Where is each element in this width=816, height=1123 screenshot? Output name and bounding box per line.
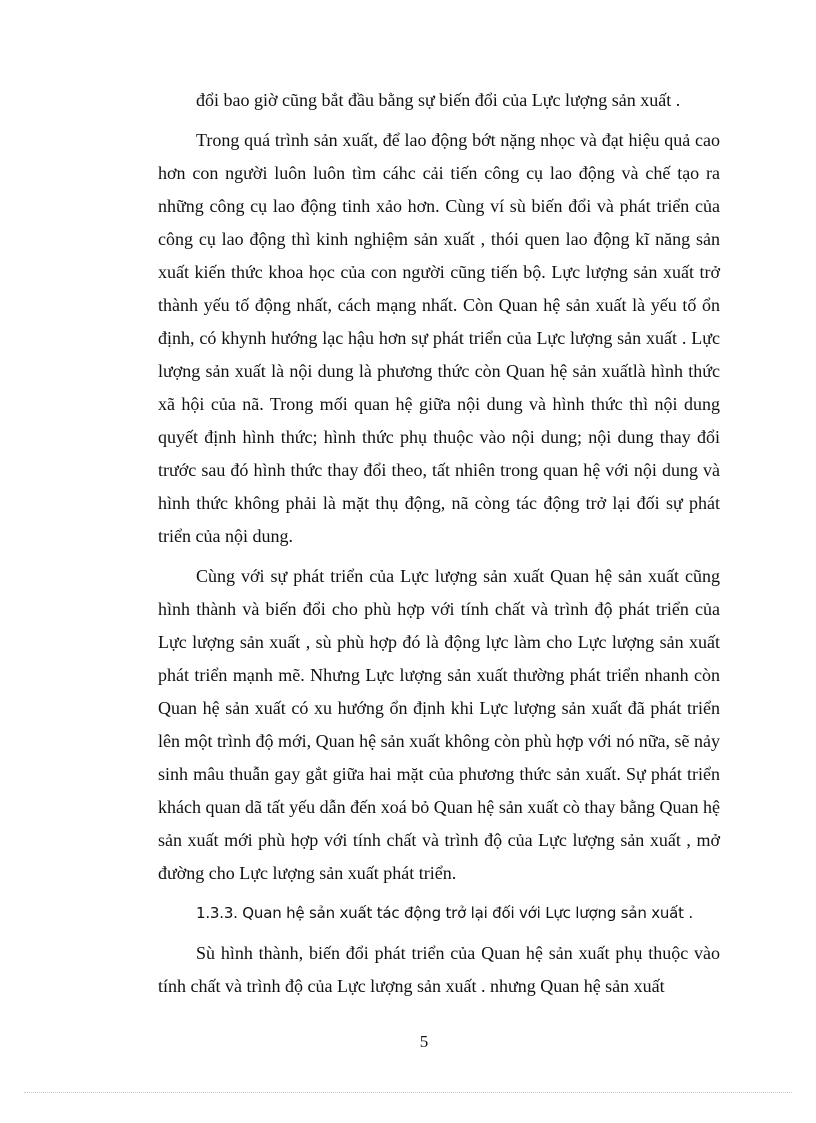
paragraph-continuation: đổi bao giờ cũng bắt đầu bằng sự biến đổi của Lực lượng sản xuất .: [196, 90, 681, 110]
section-heading: 1.3.3. Quan hệ sản xuất tác động trở lại đối với Lực lượng sản xuất .: [196, 904, 693, 922]
paragraph-formation: Sù hình thành, biến đổi phát triển của Quan hệ sản xuất phụ thuộc vào tính chất và trình độ của Lực lượng sản xuất . nhưng Quan hệ sản xuất: [158, 943, 720, 996]
page-content: [158, 84, 720, 1010]
page-number: 5: [419, 1032, 429, 1051]
page-divider: [24, 1092, 792, 1093]
paragraph-relations-development: Cùng với sự phát triển của Lực lượng sản xuất Quan hệ sản xuất cũng hình thành và biến đổi cho phù hợp với tính chất và trình độ phát triển của Lực lượng sản xuất , sù phù hợp đó là động lực làm cho Lực lượng sản xuất phát triển mạnh mẽ. Nhưng Lực lượng sản xuất thường phát triển nhanh còn Quan hệ sản xuất có xu hướng ổn định khi Lực lượng sản xuất đã phát triển lên một trình độ mới, Quan hệ sản xuất không còn phù hợp với nó nữa, sẽ nảy sinh mâu thuẫn gay gắt giữa hai mặt của phương thức sản xuất. Sự phát triển khách quan dã tất yếu dẫn đến xoá bỏ Quan hệ sản xuất cò thay bằng Quan hệ sản xuất mới phù hợp với tính chất và trình độ của Lực lượng sản xuất , mở đường cho Lực lượng sản xuất phát triển.: [158, 566, 720, 883]
paragraph-labor-tools: Trong quá trình sản xuất, để lao động bớt nặng nhọc và đạt hiệu quả cao hơn con người luôn luôn tìm cáhc cải tiến công cụ lao động và chế tạo ra những công cụ lao động tinh xảo hơn. Cùng ví sù biến đổi và phát triển của công cụ lao động thì kinh nghiệm sản xuất , thói quen lao động kĩ năng sản xuất kiến thức khoa học của con người cũng tiến bộ. Lực lượng sản xuất trở thành yếu tố động nhất, cách mạng nhất. Còn Quan hệ sản xuất là yếu tố ổn định, có khynh hướng lạc hậu hơn sự phát triển của Lực lượng sản xuất . Lực lượng sản xuất là nội dung là phương thức còn Quan hệ sản xuấtlà hình thức xã hội của nã. Trong mối quan hệ giữa nội dung và hình thức thì nội dung quyết định hình thức; hình thức phụ thuộc vào nội dung; nội dung thay đổi trước sau đó hình thức thay đổi theo, tất nhiên trong quan hệ với nội dung và hình thức không phải là mặt thụ động, nã còng tác động trở lại đối sự phát triển của nội dung.: [158, 130, 720, 546]
